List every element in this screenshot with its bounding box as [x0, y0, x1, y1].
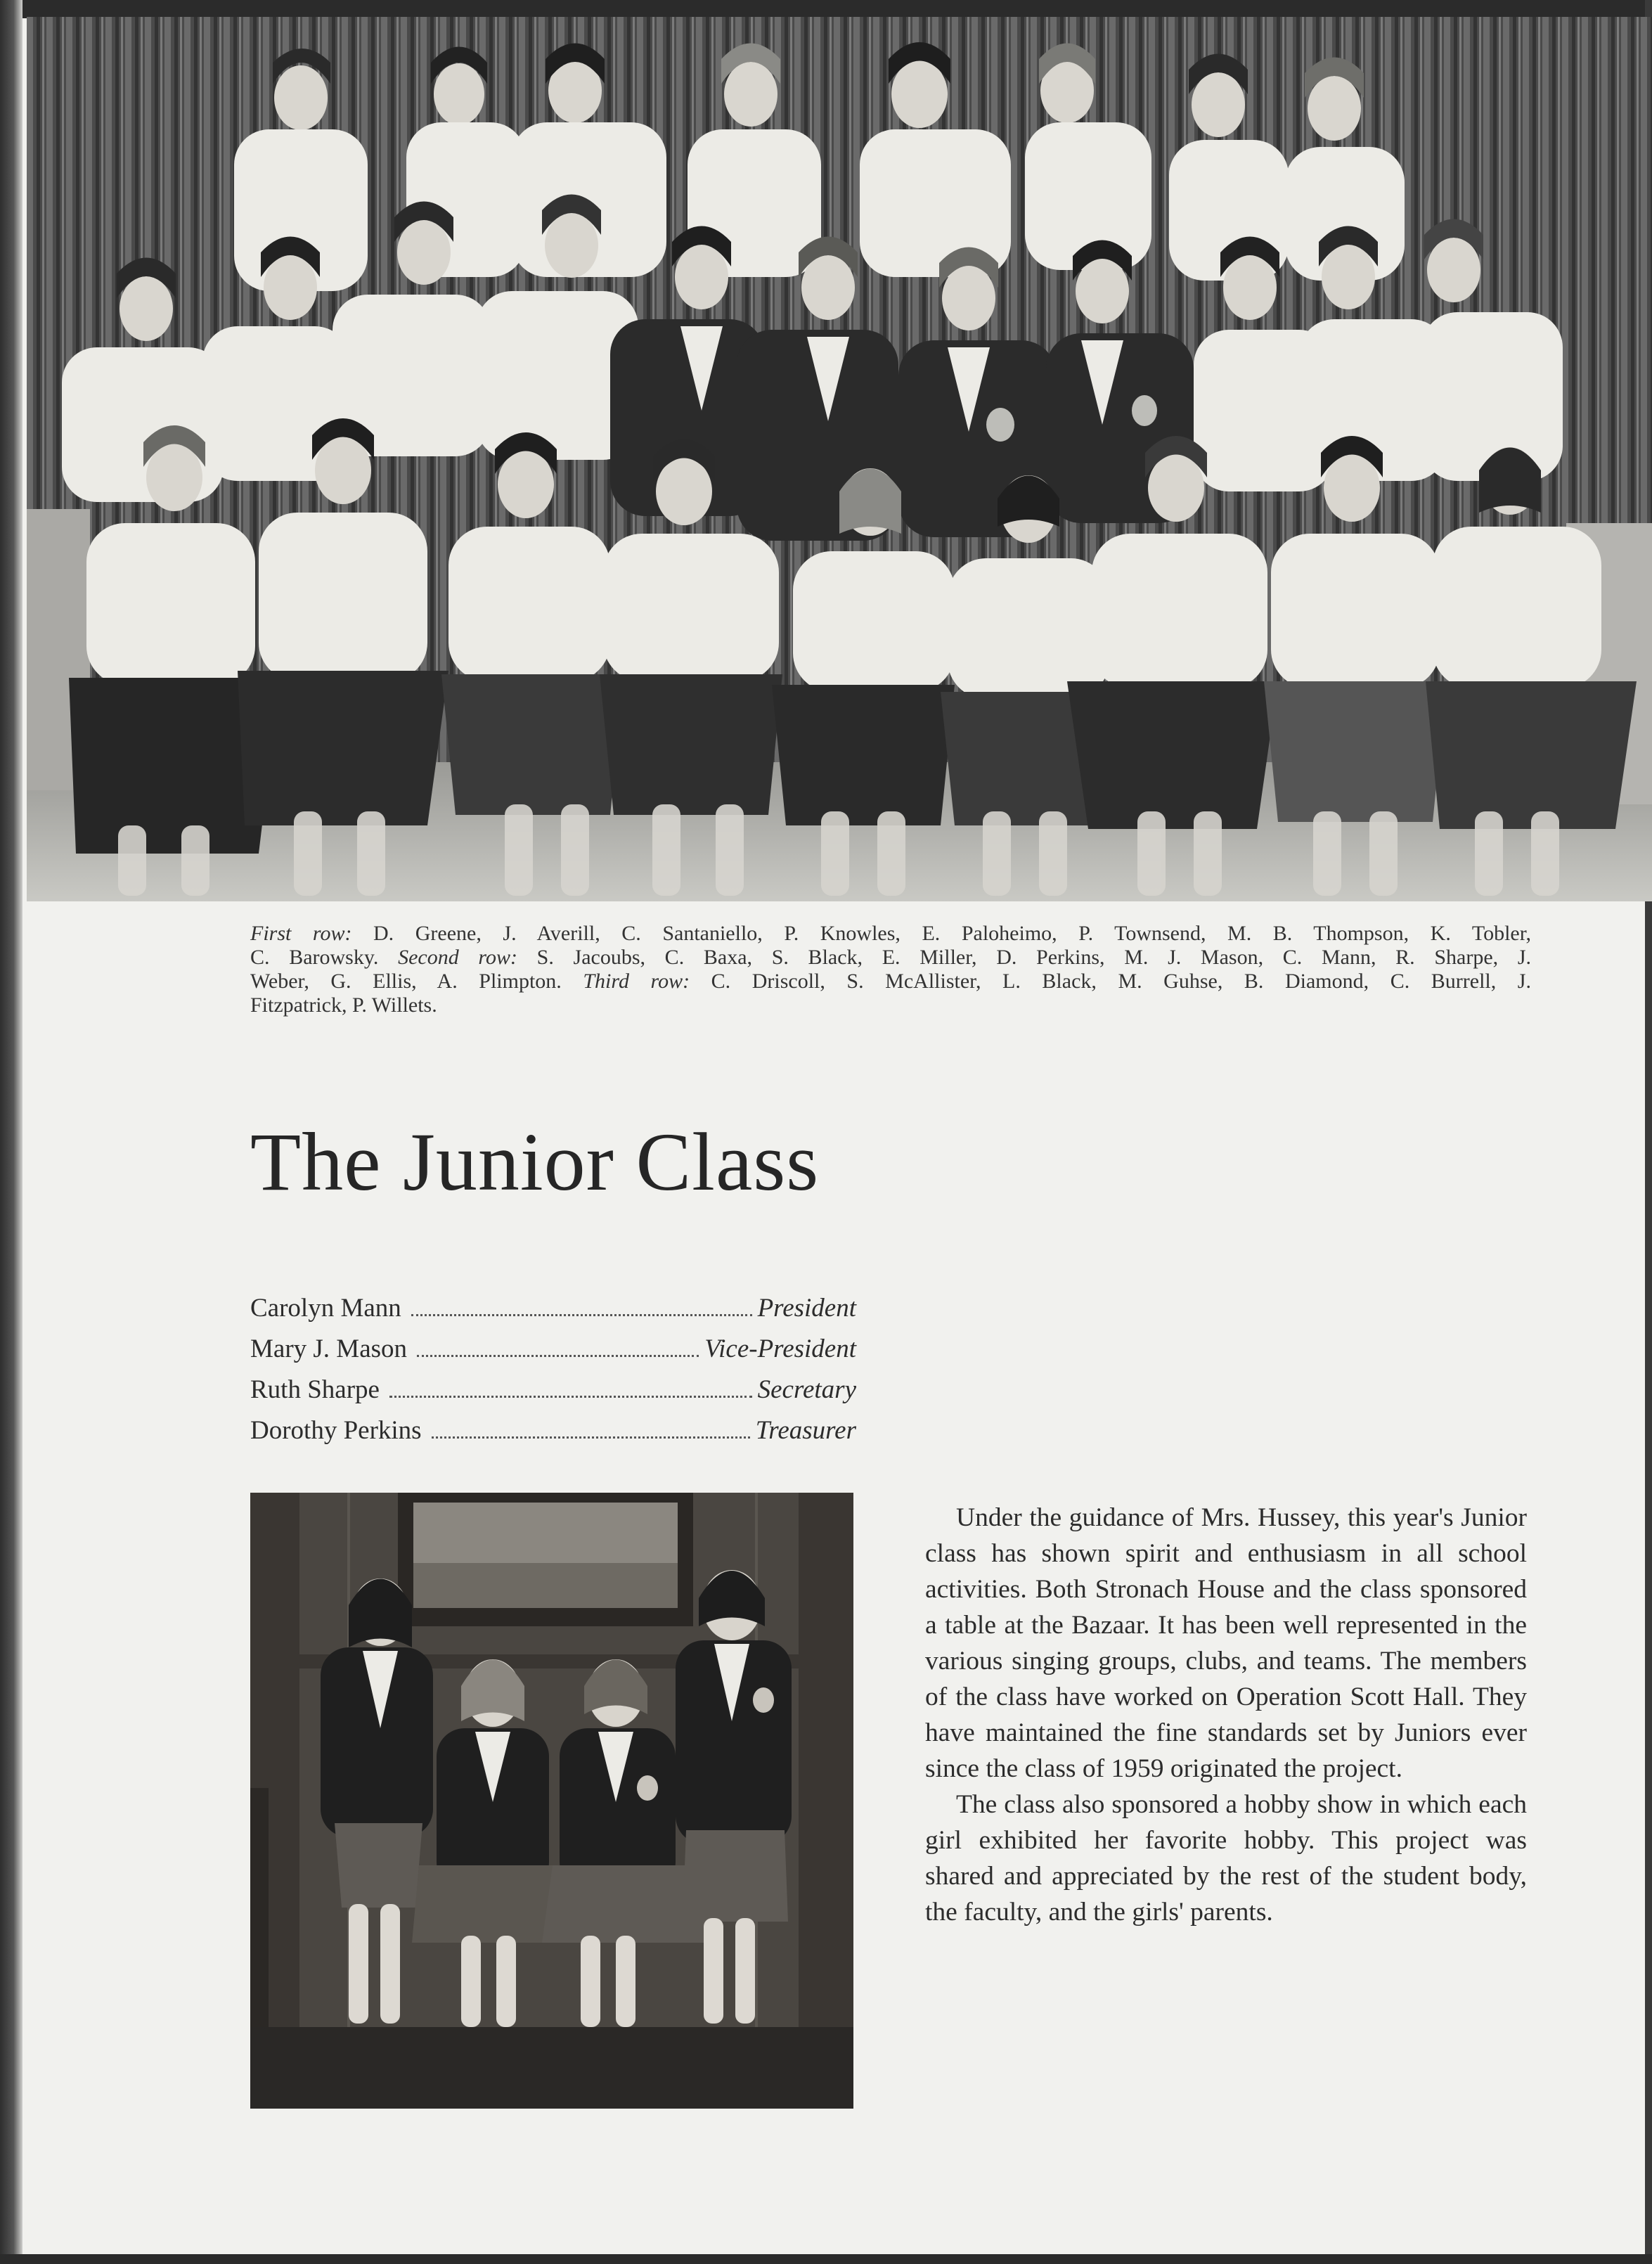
- dot-leader: [417, 1355, 699, 1357]
- officer-row: [250, 1410, 856, 1451]
- caption-line: C. Barowsky. Second row: S. Jacoubs, C. Baxa, S. Black, E. Miller, D. Perkins, M. J. Mason, C. Mann, R. Sharpe, J.: [250, 946, 1531, 969]
- officer-role: Treasurer: [755, 1416, 856, 1445]
- caption-line: Weber, G. Ellis, A. Plimpton. Third row: C. Driscoll, S. McAllister, L. Black, M. Guhse, B. Diamond, C. Burrell, J.: [250, 970, 1531, 993]
- officer-role: President: [757, 1294, 856, 1323]
- body-paragraph: Under the guidance of Mrs. Hussey, this year's Junior class has shown spirit and enthusiasm in all school activities. Both Stronach House and the class sponsored a table at the Bazaar. It has been well represented in the various singing groups, clubs, and teams. The members of the class have worked on Operation Scott Hall. They have maintained the fine standards set by Juniors ever since the class of 1959 originated the project.: [925, 1503, 1527, 1783]
- dot-leader: [389, 1396, 752, 1398]
- caption-line: Fitzpatrick, P. Willets.: [250, 993, 437, 1017]
- officer-name: Ruth Sharpe: [250, 1375, 380, 1404]
- officer-row: [250, 1370, 856, 1410]
- caption-line: First row: D. Greene, J. Averill, C. Santaniello, P. Knowles, E. Paloheimo, P. Townsend, M. B. Thompson, K. Tobler,: [250, 922, 1532, 945]
- scan-edge-bottom: [0, 2254, 1652, 2264]
- officer-name: Carolyn Mann: [250, 1294, 401, 1323]
- group-photo-caption: [250, 922, 1531, 1017]
- body-paragraph: The class also sponsored a hobby show in which each girl exhibited her favorite hobby. This project was shared and appreciated by the rest of the student body, the faculty, and the girls' parents.: [925, 1790, 1527, 1927]
- dot-leader: [411, 1314, 752, 1316]
- scan-edge-top: [0, 0, 1652, 18]
- officer-row: [250, 1329, 856, 1370]
- class-description: [925, 1500, 1527, 1930]
- officer-role: Vice-President: [704, 1334, 856, 1363]
- class-officers-photo: [250, 1493, 853, 2109]
- officer-row: [250, 1288, 856, 1329]
- officer-name: Mary J. Mason: [250, 1334, 408, 1363]
- officers-list: [250, 1288, 856, 1451]
- officer-name: Dorothy Perkins: [250, 1416, 422, 1445]
- dot-leader: [432, 1436, 750, 1439]
- scan-edge-left: [0, 0, 22, 2264]
- junior-class-group-photo: [27, 17, 1652, 901]
- officer-role: Secretary: [757, 1375, 856, 1404]
- page-title: The Junior Class: [250, 1116, 820, 1208]
